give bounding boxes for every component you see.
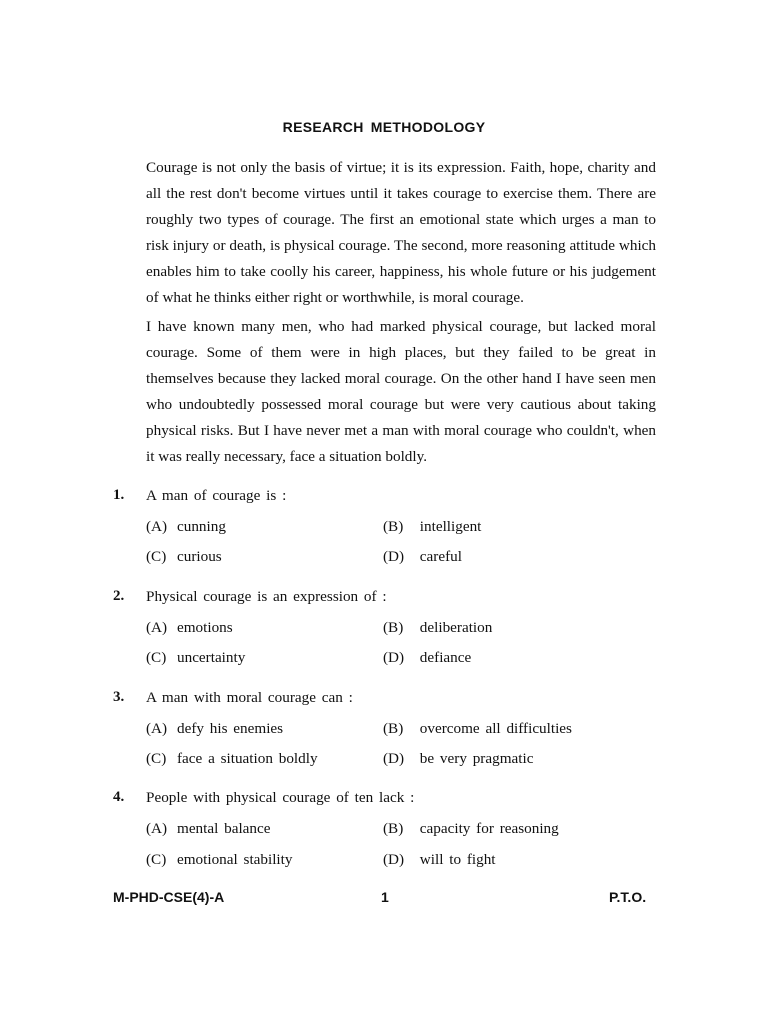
paper-code: M-PHD-CSE(4)-A: [113, 889, 225, 905]
option-b: [383, 518, 481, 536]
option-label: (A): [146, 720, 168, 737]
option-label: (C): [146, 548, 167, 565]
question-text: A man of courage is :: [146, 487, 287, 504]
question-number: 4.: [113, 789, 125, 805]
option-text: intelligent: [419, 518, 482, 535]
option-c: [146, 851, 292, 869]
option-label: (A): [146, 518, 168, 535]
option-label: (B): [383, 720, 404, 737]
question-number: 3.: [113, 689, 125, 705]
option-d: [383, 851, 496, 869]
option-b: [383, 720, 572, 738]
option-text: cunning: [177, 518, 226, 535]
question-text: Physical courage is an expression of :: [146, 588, 387, 605]
option-label: (D): [383, 851, 405, 868]
question-text: People with physical courage of ten lack :: [146, 789, 415, 806]
option-b: [383, 820, 559, 838]
option-label: (D): [383, 750, 405, 767]
option-text: emotions: [177, 619, 233, 636]
question-number: 2.: [113, 588, 125, 604]
option-label: (A): [146, 820, 168, 837]
passage-paragraph: I have known many men, who had marked physical courage, but lacked moral courage. Some of them were in high places, but they failed to be great in themselves because they lacked moral courage. On the other hand I have seen men who undoubtedly possessed moral courage but were very cautious about taking physical risks. But I have never met a man with moral courage who couldn't, when it was really necessary, face a situation boldly.: [146, 318, 656, 465]
option-text: careful: [419, 548, 462, 565]
option-d: [383, 548, 462, 566]
option-a: [146, 518, 226, 536]
page-title: RESEARCH METHODOLOGY: [282, 119, 486, 135]
option-label: (D): [383, 649, 405, 666]
question-text: A man with moral courage can :: [146, 689, 353, 706]
option-c: [146, 649, 245, 667]
option-label: (C): [146, 851, 167, 868]
option-c: [146, 548, 222, 566]
option-b: [383, 619, 492, 637]
option-a: [146, 820, 271, 838]
question-number: 1.: [113, 487, 125, 503]
passage-paragraph: Courage is not only the basis of virtue; it is its expression. Faith, hope, charity and all the rest don't become virtues until it takes courage to exercise them. There are roughly two types of courage. The first an emotional state which urges a man to risk injury or death, is physical courage. The second, more reasoning attitude which enables him to take coolly his career, happiness, his whole future or his judgement of what he thinks either right or worthwhile, is moral courage.: [146, 159, 656, 306]
option-text: defiance: [419, 649, 472, 666]
option-a: [146, 720, 283, 738]
option-text: overcome all difficulties: [419, 720, 572, 737]
option-label: (B): [383, 518, 404, 535]
option-text: emotional stability: [177, 851, 293, 868]
option-d: [383, 649, 471, 667]
option-label: (A): [146, 619, 168, 636]
option-text: capacity for reasoning: [419, 820, 559, 837]
option-a: [146, 619, 233, 637]
option-label: (C): [146, 649, 167, 666]
option-text: be very pragmatic: [419, 750, 534, 767]
option-label: (B): [383, 619, 404, 636]
pto-label: P.T.O.: [609, 889, 647, 905]
option-text: will to fight: [419, 851, 496, 868]
option-text: deliberation: [419, 619, 493, 636]
option-c: [146, 750, 318, 768]
option-d: [383, 750, 533, 768]
option-text: defy his enemies: [177, 720, 284, 737]
option-text: mental balance: [177, 820, 271, 837]
option-text: uncertainty: [177, 649, 246, 666]
option-label: (D): [383, 548, 405, 565]
page-number: 1: [381, 889, 389, 905]
option-text: face a situation boldly: [177, 750, 318, 767]
option-text: curious: [177, 548, 222, 565]
option-label: (B): [383, 820, 404, 837]
option-label: (C): [146, 750, 167, 767]
